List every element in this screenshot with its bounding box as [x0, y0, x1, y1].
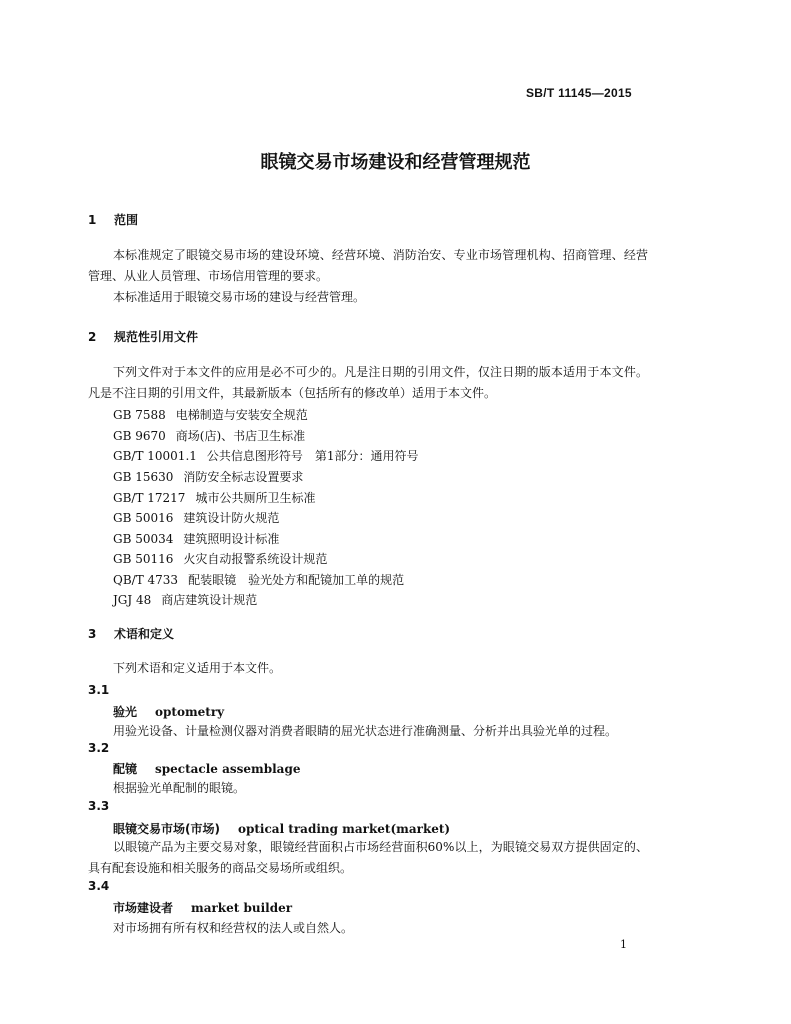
section-title: 规范性引用文件: [114, 330, 199, 344]
reference-name: 公共信息图形符号 第1部分：通用符号: [206, 449, 419, 463]
references-intro: 下列文件对于本文件的应用是必不可少的。凡是注日期的引用文件，仅注日期的版本适用于本文件。凡是不注日期的引用文件，其最新版本（包括所有的修改单）适用于本文件。: [88, 365, 648, 400]
term-entry: [113, 899, 292, 916]
page-number: 1: [620, 938, 627, 951]
reference-item: [113, 489, 315, 506]
reference-code: GB 7588: [113, 408, 166, 422]
term-definition: 对市场拥有所有权和经营权的法人或自然人。: [113, 921, 354, 935]
section-number: 3: [88, 627, 97, 641]
section-title: 范围: [114, 213, 139, 227]
section-number: 2: [88, 330, 97, 344]
section-title: 术语和定义: [114, 627, 175, 641]
term-entry: [113, 760, 300, 777]
term-number: 3.3: [88, 799, 110, 813]
term-number: 3.2: [88, 741, 110, 755]
term-english: spectacle assemblage: [155, 762, 301, 776]
term-english: market builder: [191, 901, 293, 915]
reference-name: 消防安全标志设置要求: [183, 470, 304, 484]
reference-item: [113, 509, 279, 526]
reference-name: 商场(店)、书店卫生标准: [175, 429, 306, 443]
section-heading-scope: [88, 211, 138, 228]
reference-code: GB/T 10001.1: [113, 449, 197, 463]
reference-code: GB 50016: [113, 511, 174, 525]
reference-name: 城市公共厕所卫生标准: [195, 491, 316, 505]
reference-name: 火灾自动报警系统设计规范: [183, 552, 328, 566]
reference-item: [113, 406, 308, 423]
reference-code: GB 50116: [113, 552, 174, 566]
reference-code: QB/T 4733: [113, 573, 179, 587]
reference-item: [113, 550, 327, 567]
term-number: 3.4: [88, 879, 110, 893]
term-chinese: 配镜: [113, 762, 138, 776]
section-heading-terms: [88, 625, 174, 642]
term-english: optometry: [155, 705, 225, 719]
scope-paragraph-2: 本标准适用于眼镜交易市场的建设与经营管理。: [113, 290, 366, 304]
terms-intro: 下列术语和定义适用于本文件。: [113, 661, 282, 675]
reference-name: 电梯制造与安装安全规范: [175, 408, 308, 422]
reference-code: GB 50034: [113, 532, 174, 546]
term-definition: 以眼镜产品为主要交易对象，眼镜经营面积占市场经营面积60%以上，为眼镜交易双方提供固定的、具有配套设施和相关服务的商品交易场所或组织。: [88, 840, 648, 875]
term-english: optical trading market(market): [237, 822, 451, 836]
reference-name: 配装眼镜 验光处方和配镜加工单的规范: [188, 573, 405, 587]
reference-item: [113, 468, 303, 485]
term-number: 3.1: [88, 683, 110, 697]
reference-name: 建筑设计防火规范: [183, 511, 280, 525]
document-title: 眼镜交易市场建设和经营管理规范: [260, 152, 531, 173]
reference-item: [113, 591, 257, 608]
scope-paragraph-1: 本标准规定了眼镜交易市场的建设环境、经营环境、消防治安、专业市场管理机构、招商管理、经营管理、从业人员管理、市场信用管理的要求。: [88, 248, 648, 283]
section-number: 1: [88, 213, 97, 227]
reference-item: [113, 447, 419, 464]
reference-item: [113, 427, 305, 444]
reference-code: GB 9670: [113, 429, 166, 443]
term-definition: 根据验光单配制的眼镜。: [113, 781, 246, 795]
reference-code: JGJ 48: [113, 593, 152, 607]
term-chinese: 验光: [113, 705, 138, 719]
reference-name: 商店建筑设计规范: [161, 593, 258, 607]
reference-name: 建筑照明设计标准: [183, 532, 280, 546]
term-entry: [113, 703, 224, 720]
standard-number: SB/T 11145—2015: [526, 86, 632, 100]
section-heading-references: [88, 328, 198, 345]
term-chinese: 市场建设者: [113, 901, 174, 915]
reference-code: GB 15630: [113, 470, 174, 484]
reference-item: [113, 571, 404, 588]
term-chinese: 眼镜交易市场(市场): [113, 822, 220, 836]
reference-item: [113, 530, 279, 547]
term-entry: [113, 820, 450, 837]
reference-code: GB/T 17217: [113, 491, 186, 505]
term-definition: 用验光设备、计量检测仪器对消费者眼睛的屈光状态进行准确测量、分析并出具验光单的过程。: [113, 724, 618, 738]
